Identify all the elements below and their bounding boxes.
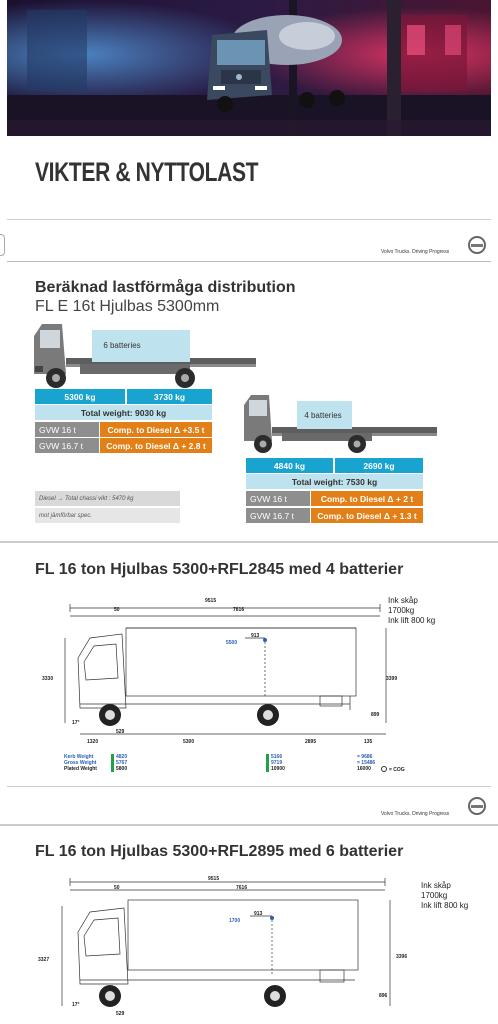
dim-cog-x: 913	[251, 633, 260, 639]
weight-value: = 15486	[357, 760, 376, 766]
diesel-comparison: Comp. to Diesel Δ + 2 t	[311, 491, 423, 506]
diesel-note: Diesel → Total chassi vikt : 5470 kg	[35, 491, 180, 506]
weight-value: 10900	[271, 766, 285, 772]
gvw-label: GVW 16.7 t	[35, 438, 99, 453]
cog-icon	[381, 766, 387, 772]
truck-4-batteries-diagram	[242, 393, 442, 455]
front-weight-bar	[111, 754, 114, 772]
dim-height-right: 3396	[396, 954, 408, 960]
weight-label: Gross Weight	[64, 760, 97, 766]
dim-angle: 17°	[72, 720, 80, 726]
page-heading: VIKTER & NYTTOLAST	[35, 157, 259, 187]
dim-cab: 50	[114, 885, 120, 891]
rear-weights	[271, 754, 285, 772]
slide3-title: FL 16 ton Hjulbas 5300+RFL2895 med 6 batterier	[35, 843, 404, 860]
brand-tagline: Volvo Trucks. Driving Progress	[381, 811, 450, 817]
dim-front-overhang: 1320	[87, 739, 99, 745]
divider	[7, 261, 491, 262]
dim-tire: 529	[116, 729, 125, 735]
ink-line: Ink skåp	[388, 596, 418, 605]
comparison-note: mot jämförbar spec.	[35, 508, 180, 523]
truck-dimension-drawing	[50, 598, 390, 748]
weight-value: 5166	[271, 754, 283, 760]
divider	[0, 541, 498, 543]
cog-label: = COG	[389, 767, 405, 773]
dim-rear-overhang: 2895	[305, 739, 317, 745]
weight-value: 4820	[116, 754, 128, 760]
volvo-logo-icon	[468, 236, 486, 254]
total-weight: Total weight: 7530 kg	[246, 474, 423, 489]
weight-value: 5767	[116, 760, 128, 766]
dim-load: 5500	[226, 640, 238, 646]
weight-value: 9719	[271, 760, 283, 766]
divider	[7, 786, 491, 787]
dim-total-length: 9515	[208, 876, 220, 882]
hero-image	[7, 0, 491, 136]
slide2-title: FL 16 ton Hjulbas 5300+RFL2845 med 4 batterier	[35, 561, 404, 578]
dim-tire: 529	[116, 1011, 125, 1017]
front-axle-weight: 5300 kg	[35, 389, 125, 404]
weight-value: 16000	[357, 766, 371, 772]
battery-count-label: 6 batteries	[103, 340, 141, 350]
dim-cog-x: 913	[254, 911, 263, 917]
gvw-label: GVW 16 t	[35, 422, 99, 437]
divider	[0, 824, 498, 826]
dim-tail: 135	[364, 739, 373, 745]
rear-axle-weight: 3730 kg	[127, 389, 212, 404]
weight-value: = 9686	[357, 754, 373, 760]
diesel-comparison: Comp. to Diesel Δ + 1.3 t	[311, 508, 423, 523]
gvw-label: GVW 16 t	[246, 491, 310, 506]
truck-dimension-drawing	[50, 876, 395, 1024]
rear-weight-bar	[266, 754, 269, 772]
gvw-label: GVW 16.7 t	[246, 508, 310, 523]
dim-wheelbase: 5300	[183, 739, 195, 745]
side-tab[interactable]	[0, 234, 5, 256]
front-axle-weight: 4840 kg	[246, 458, 333, 473]
dim-frame: 899	[371, 712, 380, 718]
total-weight: Total weight: 9030 kg	[35, 405, 212, 420]
weight-label: Plated Weight	[64, 766, 97, 772]
ink-note	[388, 596, 435, 626]
ink-line: 1700kg	[421, 891, 448, 900]
truck-night-scene	[7, 0, 491, 136]
ink-line: Ink skåp	[421, 881, 451, 890]
diesel-comparison: Comp. to Diesel Δ +3.5 t	[100, 422, 212, 437]
dim-load: 1700	[229, 918, 241, 924]
ink-line: 1700kg	[388, 606, 415, 615]
dim-height-left: 3330	[42, 676, 54, 682]
rear-axle-weight: 2690 kg	[335, 458, 423, 473]
divider	[7, 219, 491, 220]
dim-angle: 17°	[72, 1002, 80, 1008]
front-weights	[116, 754, 127, 772]
dim-height-right: 3399	[386, 676, 398, 682]
battery-count-label: 4 batteries	[304, 410, 342, 420]
diesel-comparison: Comp. to Diesel Δ + 2.8 t	[100, 438, 212, 453]
weight-value: 5800	[116, 766, 128, 772]
dim-height-left: 3327	[38, 957, 50, 963]
brand-tagline: Volvo Trucks. Driving Progress	[381, 249, 450, 255]
dim-cab: 50	[114, 607, 120, 613]
weight-label: Kerb Weight	[64, 754, 94, 760]
truck-6-batteries-diagram	[32, 322, 264, 390]
dim-frame: 896	[379, 993, 388, 999]
weights-labels	[64, 754, 97, 772]
slide1-title: Beräknad lastförmåga distribution	[35, 279, 296, 296]
slide1-subtitle: FL E 16t Hjulbas 5300mm	[35, 298, 220, 315]
volvo-logo-icon	[468, 797, 486, 815]
dim-body: 7616	[233, 607, 245, 613]
total-weights	[357, 754, 375, 772]
ink-line: Ink lift 800 kg	[421, 901, 469, 910]
dim-total-length: 9515	[205, 598, 217, 604]
ink-note	[421, 881, 468, 911]
ink-line: Ink lift 800 kg	[388, 616, 436, 625]
dim-body: 7616	[236, 885, 248, 891]
